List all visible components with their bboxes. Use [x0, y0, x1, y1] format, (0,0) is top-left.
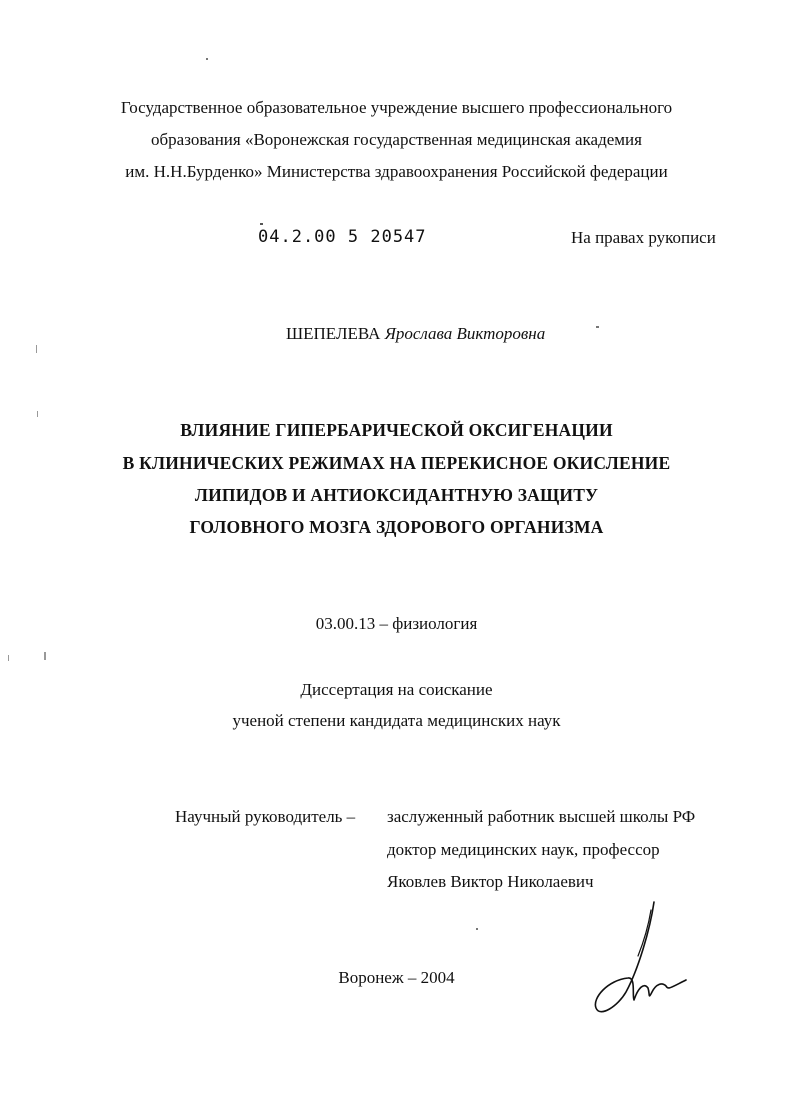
scan-speck — [206, 58, 208, 60]
title-line-1: ВЛИЯНИЕ ГИПЕРБАРИЧЕСКОЙ ОКСИГЕНАЦИИ — [180, 420, 613, 440]
institution-line-1: Государственное образовательное учреждение высшего профессионального — [120, 98, 673, 117]
dissertation-line-2: ученой степени кандидата медицинских наук — [232, 711, 561, 730]
scan-speck — [44, 652, 46, 660]
supervisor-name: Яковлев Виктор Николаевич — [387, 872, 594, 891]
author-name — [286, 324, 545, 344]
institution-line-3: им. Н.Н.Бурденко» Министерства здравоохранения Российской федерации — [125, 162, 668, 181]
manuscript-rights-note: На правах рукописи — [571, 228, 716, 247]
author-given-names: Ярослава Викторовна — [384, 324, 546, 343]
scan-speck — [8, 655, 9, 661]
supervisor-label: Научный руководитель – — [175, 807, 356, 826]
dissertation-line-1: Диссертация на соискание — [300, 680, 493, 699]
scan-speck — [596, 326, 599, 328]
title-line-4: ГОЛОВНОГО МОЗГА ЗДОРОВОГО ОРГАНИЗМА — [189, 517, 604, 537]
scan-speck — [37, 411, 38, 417]
scan-speck — [260, 223, 263, 225]
supervisor-degree: доктор медицинских наук, профессор — [387, 840, 660, 859]
specialty-code: 03.00.13 – физиология — [315, 614, 478, 633]
signature-icon — [588, 900, 688, 1020]
institution-line-2: образования «Воронежская государственная медицинская академия — [151, 130, 642, 149]
title-line-3: ЛИПИДОВ И АНТИОКСИДАНТНУЮ ЗАЩИТУ — [194, 485, 599, 505]
city-year: Воронеж – 2004 — [338, 968, 455, 987]
scan-speck — [36, 345, 37, 353]
author-surname: ШЕПЕЛЕВА — [286, 324, 381, 343]
supervisor-title: заслуженный работник высшей школы РФ — [387, 807, 696, 826]
scan-speck — [476, 928, 478, 930]
registration-number: 04.2.00 5 20547 — [258, 227, 427, 247]
title-line-2: В КЛИНИЧЕСКИХ РЕЖИМАХ НА ПЕРЕКИСНОЕ ОКИСЛЕНИЕ — [122, 453, 671, 473]
